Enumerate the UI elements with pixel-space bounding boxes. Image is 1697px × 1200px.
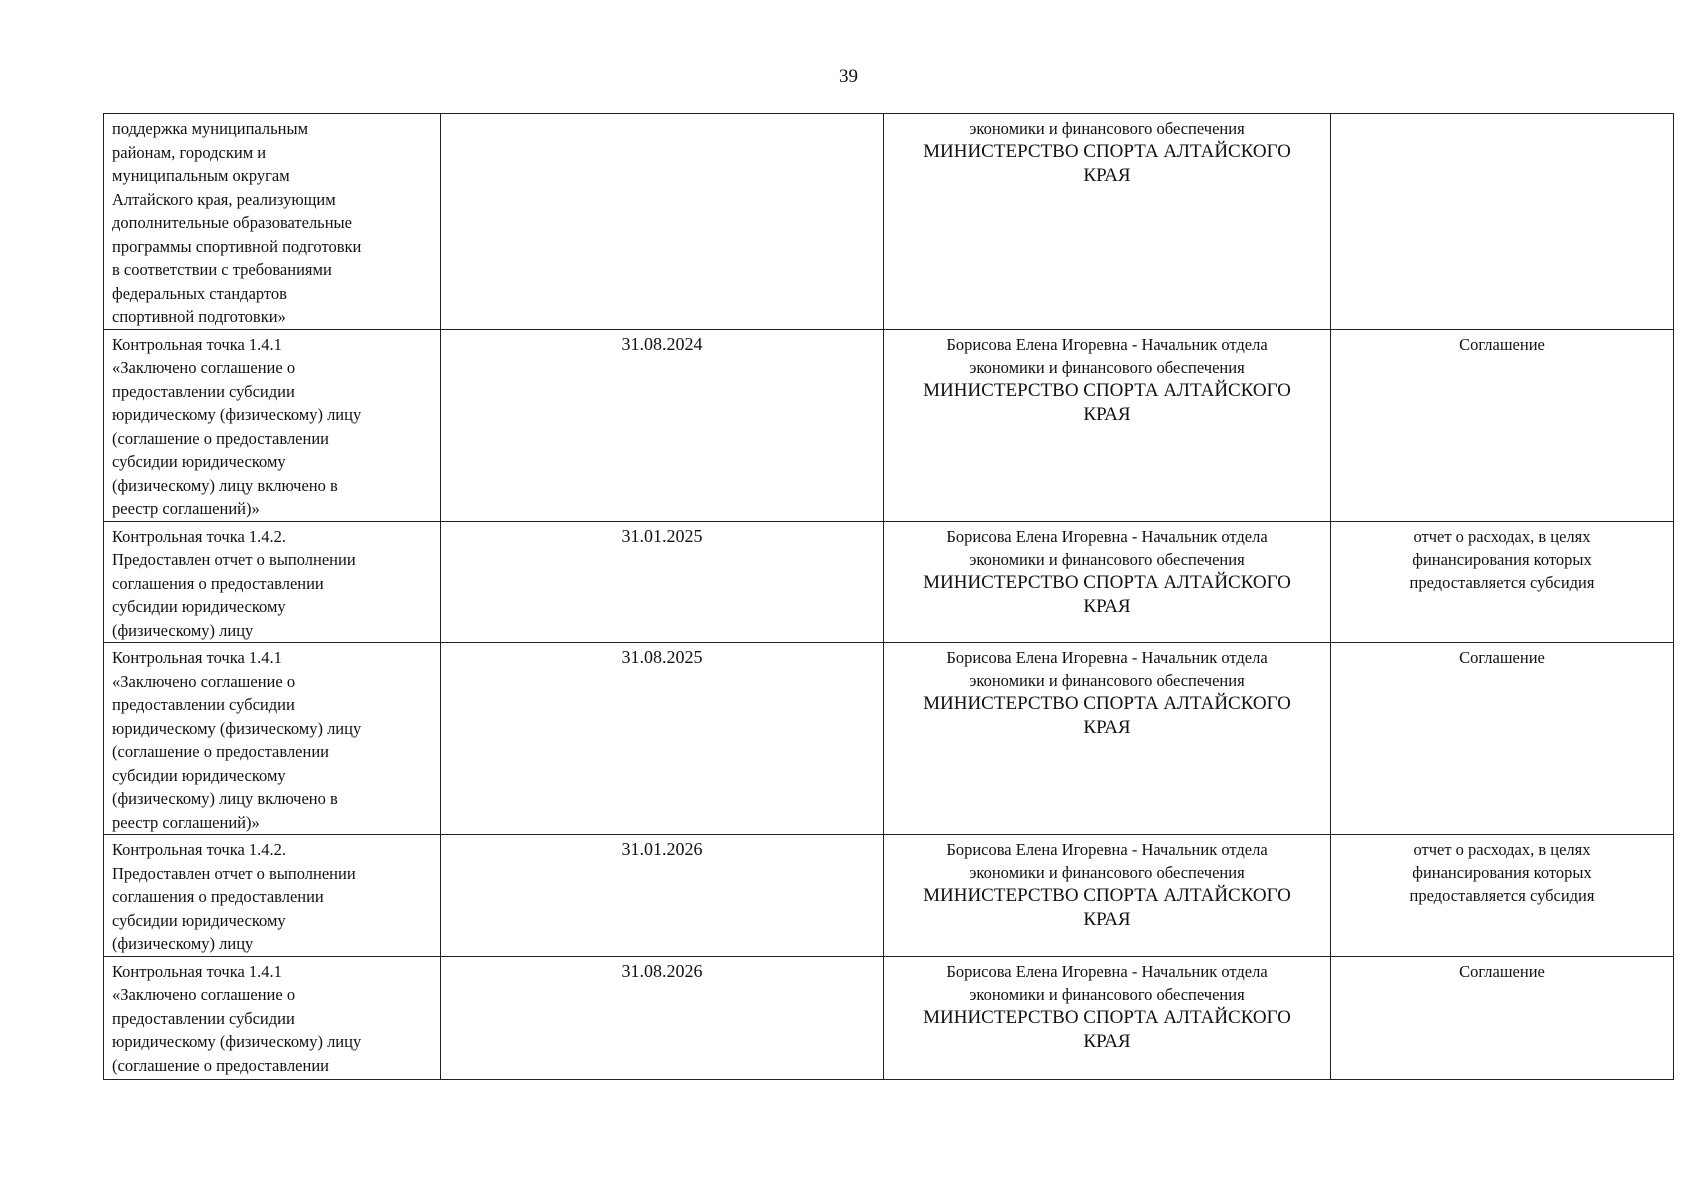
description-text: Контрольная точка 1.4.2. Предоставлен отчет о выполнении соглашения о предоставлении субсидии юридическому (физическому) лицу [112, 840, 356, 953]
date-cell [441, 835, 884, 957]
responsible-ministry: МИНИСТЕРСТВО СПОРТА АЛТАЙСКОГО КРАЯ [923, 885, 1291, 930]
date-cell [441, 114, 884, 330]
responsible-department: экономики и финансового обеспечения [969, 863, 1245, 882]
responsible-department: экономики и финансового обеспечения [969, 357, 1245, 377]
responsible-ministry: МИНИСТЕРСТВО СПОРТА АЛТАЙСКОГО КРАЯ [923, 1006, 1291, 1052]
responsible-cell [884, 643, 1331, 835]
date-text: 31.01.2025 [621, 525, 703, 546]
responsible-person: Борисова Елена Игоревна - Начальник отдела [946, 961, 1268, 981]
description-cell [104, 521, 441, 643]
description-text: Контрольная точка 1.4.2. Предоставлен отчет о выполнении соглашения о предоставлении субсидии юридическому (физическому) лицу [112, 526, 356, 640]
responsible-person: Борисова Елена Игоревна - Начальник отдела [946, 526, 1268, 546]
table-row [104, 114, 1674, 330]
table-row [104, 956, 1674, 1079]
document-cell: Соглашение [1331, 643, 1674, 835]
control-points-table [103, 113, 1674, 1080]
document-cell: отчет о расходах, в целях финансирования которых предоставляется субсидия [1331, 521, 1674, 643]
table-row [104, 521, 1674, 643]
responsible-ministry: МИНИСТЕРСТВО СПОРТА АЛТАЙСКОГО КРАЯ [923, 379, 1291, 425]
responsible-person: Борисова Елена Игоревна - Начальник отдела [946, 648, 1268, 667]
table-row [104, 329, 1674, 521]
responsible-department: экономики и финансового обеспечения [969, 119, 1245, 138]
date-text: 31.08.2025 [621, 647, 703, 667]
responsible-ministry: МИНИСТЕРСТВО СПОРТА АЛТАЙСКОГО КРАЯ [923, 141, 1291, 186]
description-cell [104, 329, 441, 521]
document-cell [1331, 114, 1674, 330]
date-cell [441, 956, 884, 1079]
responsible-cell [884, 521, 1331, 643]
date-cell [441, 521, 884, 643]
responsible-department: экономики и финансового обеспечения [969, 984, 1245, 1004]
document-cell: отчет о расходах, в целях финансирования которых предоставляется субсидия [1331, 835, 1674, 957]
description-cell [104, 643, 441, 835]
description-text: Контрольная точка 1.4.1 «Заключено соглашение о предоставлении субсидии юридическому (физическому) лицу (соглашение о предоставлении субсидии юридическому (физическому) лицу включено в реестр соглашений)» [112, 648, 362, 832]
date-text: 31.01.2026 [621, 839, 703, 859]
description-text: Контрольная точка 1.4.1 «Заключено соглашение о предоставлении субсидии юридическому (физическому) лицу (соглашение о предоставлении [112, 961, 362, 1075]
responsible-department: экономики и финансового обеспечения [969, 549, 1245, 569]
page-number: 39 [839, 66, 858, 87]
responsible-ministry: МИНИСТЕРСТВО СПОРТА АЛТАЙСКОГО КРАЯ [923, 571, 1291, 617]
responsible-person: Борисова Елена Игоревна - Начальник отдела [946, 334, 1268, 354]
date-cell [441, 329, 884, 521]
description-text: поддержка муниципальным районам, городским и муниципальным округам Алтайского края, реализующим дополнительные образовательные программы спортивной подготовки в соответствии с требованиями федеральных стандартов спортивной подготовки» [112, 119, 362, 326]
table-row [104, 835, 1674, 957]
responsible-cell [884, 956, 1331, 1079]
responsible-cell [884, 114, 1331, 330]
description-cell [104, 835, 441, 957]
document-cell: Соглашение [1331, 329, 1674, 521]
date-cell [441, 643, 884, 835]
description-text: Контрольная точка 1.4.1 «Заключено соглашение о предоставлении субсидии юридическому (физическому) лицу (соглашение о предоставлении субсидии юридическому (физическому) лицу включено в реестр соглашений)» [112, 334, 362, 518]
document-cell: Соглашение [1331, 956, 1674, 1079]
responsible-cell [884, 329, 1331, 521]
responsible-ministry: МИНИСТЕРСТВО СПОРТА АЛТАЙСКОГО КРАЯ [923, 693, 1291, 738]
responsible-cell [884, 835, 1331, 957]
responsible-department: экономики и финансового обеспечения [969, 671, 1245, 690]
date-text: 31.08.2024 [621, 333, 703, 354]
date-text: 31.08.2026 [621, 960, 703, 981]
description-cell [104, 956, 441, 1079]
description-cell [104, 114, 441, 330]
responsible-person: Борисова Елена Игоревна - Начальник отдела [946, 840, 1268, 859]
table-row [104, 643, 1674, 835]
